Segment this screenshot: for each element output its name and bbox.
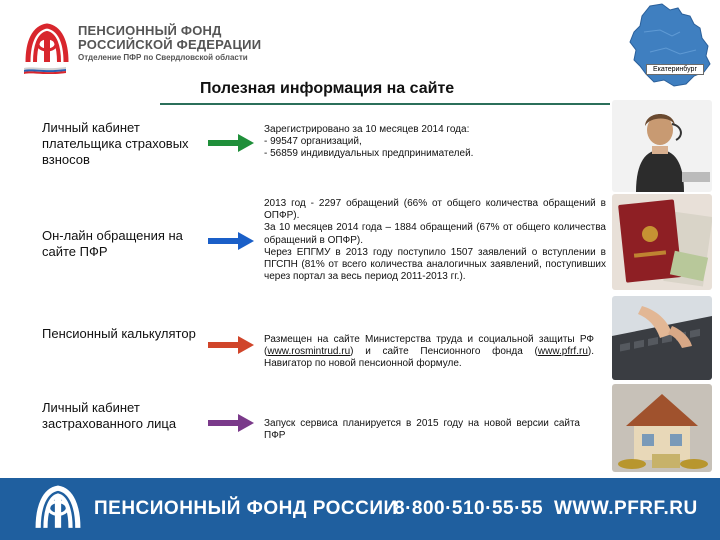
label-online-requests: Он-лайн обращения на сайте ПФР [42, 228, 183, 259]
footer-site-link[interactable]: WWW.PFRF.RU [554, 498, 698, 519]
arrow-shaft [208, 238, 240, 244]
arrow-shaft [208, 140, 240, 146]
pfr-logo [24, 20, 264, 72]
title-divider [160, 103, 610, 105]
label-pension-calculator: Пенсионный калькулятор [42, 326, 196, 341]
logo-line-1: ПЕНСИОННЫЙ ФОНД [78, 23, 222, 38]
arrow-head [238, 232, 254, 250]
pfr-emblem-icon [24, 22, 70, 68]
house-savings-photo [612, 384, 712, 472]
arrow-shaft [208, 342, 240, 348]
calc-text-part-2: ) и сайте Пенсионного фонда ( [350, 346, 538, 358]
label-payer-cabinet: Личный кабинет плательщика страховых взносов [42, 120, 189, 167]
footer-fund-name: ПЕНСИОННЫЙ ФОНД РОССИИ [94, 498, 398, 519]
calc-text-part-3: ). Навигатор по новой пенсионной формуле. [264, 346, 594, 370]
keyboard-photo [612, 296, 712, 380]
city-label: Екатеринбург [646, 64, 704, 75]
arrow-right-icon [208, 232, 254, 250]
insured-cabinet-info: Запуск сервиса планируется в 2015 году на новой версии сайта ПФР [264, 418, 580, 442]
page-title: Полезная информация на сайте [200, 80, 455, 97]
rosmintrud-link[interactable]: www.rosmintrud.ru [267, 346, 351, 358]
pension-calculator-info [264, 334, 594, 371]
russian-flag-icon [24, 66, 66, 74]
logo-line-2: РОССИЙСКОЙ ФЕДЕРАЦИИ [78, 37, 262, 52]
pfr-emblem-icon [34, 484, 82, 532]
online-requests-stats: 2013 год - 2297 обращений (66% от общего количества обращений в ОПФР). За 10 месяцев 2014 года – 1884 обращений (67% от общего количества обращений в ОПФР). Через ЕПГМУ в 2013 году поступило 1507 заявлений о вступлении в ПГСПН (81% от всего количества аналогичных заявлений, поступивших через портал за весь период 2011-2013 гг.). [264, 198, 606, 283]
label-insured-cabinet: Личный кабинет застрахованного лица [42, 400, 177, 431]
logo-line-3: Отделение ПФР по Свердловской области [78, 53, 248, 62]
operator-photo [612, 100, 712, 192]
sverdlovsk-region-map-icon [620, 2, 716, 88]
footer-bar [0, 478, 720, 540]
arrow-head [238, 336, 254, 354]
payer-cabinet-stats: Зарегистрировано за 10 месяцев 2014 года: - 99547 организаций, - 56859 индивидуальных предпринимателей. [264, 124, 474, 160]
pension-documents-photo [612, 194, 712, 290]
arrow-shaft [208, 420, 240, 426]
arrow-right-icon [208, 336, 254, 354]
arrow-right-icon [208, 134, 254, 152]
footer-phone: 8·800·510·55·55 [394, 498, 544, 519]
arrow-right-icon [208, 414, 254, 432]
arrow-head [238, 134, 254, 152]
calc-text-part-1: Размещен на сайте Министерства труда и социальной защиты РФ ( [264, 334, 594, 358]
pfrf-link[interactable]: www.pfrf.ru [537, 346, 588, 358]
arrow-head [238, 414, 254, 432]
